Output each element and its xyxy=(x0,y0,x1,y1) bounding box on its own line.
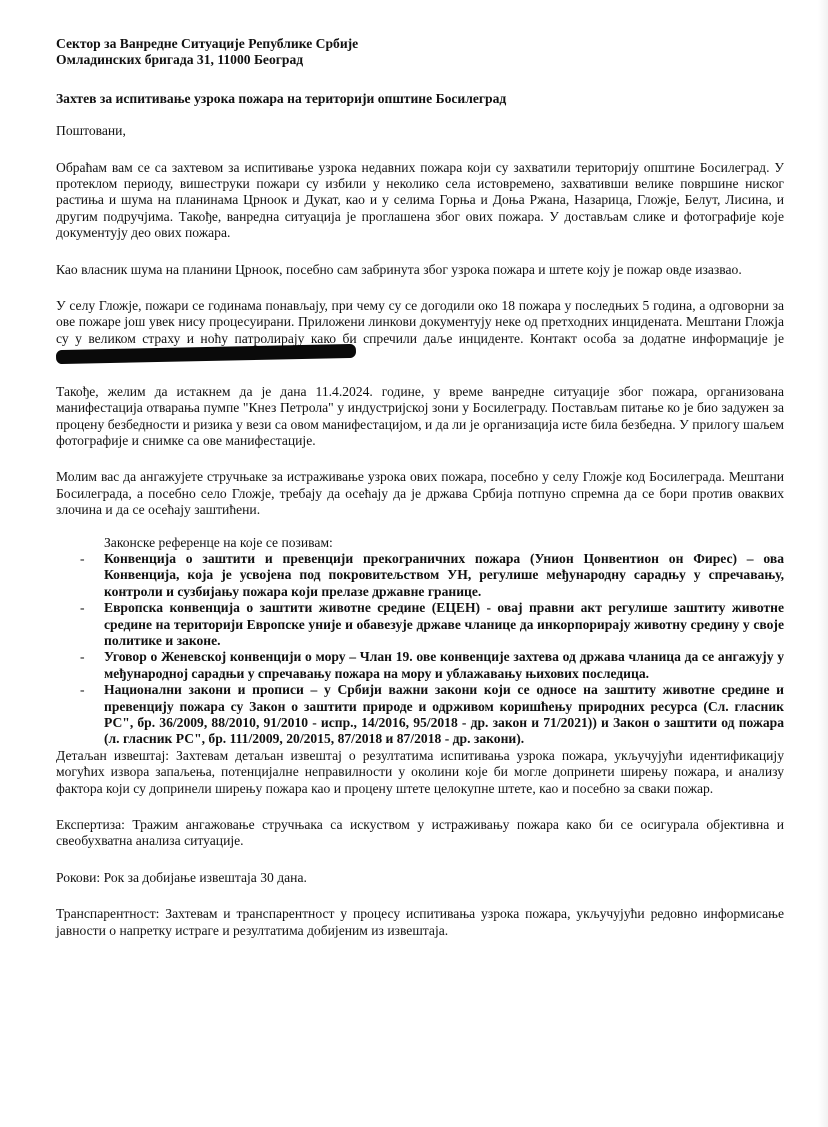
paragraph-glozje xyxy=(56,298,784,364)
reference-item xyxy=(80,649,784,682)
paragraph-intro: Обраћам вам се са захтевом за испитивање узрока недавних пожара који су захватили територију општине Босилеград. У протеклом периоду, вишеструки пожари су избили у неколико села истовремено, захвативши велике површине ниског растиња и шума на планинама Црноок и Дукат, као и у селима Горња и Доња Ржана, Назарица, Гложје, Белут, Лисина, и другим подручјима. Такође, ванредна ситуација је проглашена због ових пожара. У достављам слике и фотографије које документују део ових пожара. xyxy=(56,159,784,241)
references-intro: Законске референце на које се позивам: xyxy=(104,534,333,550)
list-dash: - xyxy=(80,649,85,665)
references-list xyxy=(56,551,784,748)
paragraph-forest-owner: Као власник шума на планини Црноок, посебно сам забринута због узрока пожара и штете коју је пожар овде изазвао. xyxy=(56,261,742,277)
reference-text: Национални закони и прописи – у Србији важни закони који се односе на заштиту животне средине и превенцију пожара су Закон о заштити природе и одрживом коришћењу природних ресурса (Сл. гласник РС", бр. 36/2009, 88/2010, 91/2010 - испр., 14/2016, 95/2018 - др. закон и 71/2021)) и Закон о заштити од пожара (л. гласник РС", бр. 111/2009, 20/2015, 87/2018 и 87/2018 - др. закони). xyxy=(104,682,784,747)
glozje-text: У селу Гложје, пожари се годинама понављају, при чему су се догодили око 18 пожара у последњих 5 година, а одговорни за ове пожаре још увек нису процесуирани. Приложени линкови документују неке од претходних инцидената. Мештани Гложја су у великом страху и ноћу патролирају како би спречили даље инциденте. xyxy=(56,298,784,346)
page-edge-shadow xyxy=(818,0,828,1127)
reference-text: Европска конвенција о заштити животне средине (ЕЦЕН) - овај правни акт регулише заштиту животне средине на територији Европске уније и обавезује државе чланице да инкорпорирају животну средину у своје политике и законе. xyxy=(104,600,784,648)
list-dash: - xyxy=(80,600,85,616)
reference-text: Конвенција о заштити и превенцији прекограничних пожара (Унион Цонвентион он Фирес) – ова Конвенција, која је усвојена под покровитељством УН, регулише међународну сарадњу у спречавању, контроли и сузбијању пожара који прелазе државне границе. xyxy=(104,550,784,599)
recipient-street: Омладинских бригада 31, 11000 Београд xyxy=(56,52,304,68)
redacted-contact xyxy=(56,344,356,364)
contact-label: Контакт особа за додатне информације је xyxy=(529,330,784,346)
paragraph-request: Молим вас да ангажујете стручњаке за истраживање узрока ових пожара, посебно у селу Гложје код Босилеграда. Мештани Босилеграда, а посебно село Гложје, требају да осећају да је држава Србија потпуно спремна да се бори против оваквих злочина и да се осећају заштићени. xyxy=(56,469,784,518)
reference-item xyxy=(80,682,784,748)
reference-item xyxy=(80,600,784,649)
subject-line: Захтев за испитивање узрока пожара на територији општине Босилеград xyxy=(56,90,507,106)
reference-text: Уговор о Женевској конвенцији о мору – Члан 19. ове конвенције захтева од држава чланица да се ангажују у међународној сарадњи у спречавању пожара на мору и ублажавању њихових последица. xyxy=(104,649,784,681)
reference-item xyxy=(80,550,784,600)
list-dash: - xyxy=(80,682,85,698)
paragraph-transparency: Транспарентност: Захтевам и транспарентност у процесу испитивања узрока пожара, укључујући редовно информисање јавности о напретку истраге и резултатима добијеним из извештаја. xyxy=(56,906,784,938)
paragraph-event: Такође, желим да истакнем да је дана 11.4.2024. године, у време ванредне ситуације због пожара, организована манифестација отварања пумпе "Кнез Петрола" у индустријској зони у Босилеграду. Постављам питање ко је био задужен за процену безбедности и ризика у вези са овом манифестацијом, и да ли је организација исте била безбедна. У прилогу шаљем фотографије и снимке са ове манифестације. xyxy=(56,383,784,448)
recipient-name: Сектор за Ванредне Ситуације Републике Србије xyxy=(56,36,359,51)
paragraph-deadline: Рокови: Рок за добијање извештаја 30 дана. xyxy=(56,869,307,885)
paragraph-expertise: Експертиза: Тражим ангажовање стручњака са искуством у истраживању пожара како би се осигурала објективна и свеобухватна анализа ситуације. xyxy=(56,817,784,849)
paragraph-detailed-report: Детаљан извештај: Захтевам детаљан извештај о резултатима испитивања узрока пожара, укључујући идентификацију могућих извора запаљења, потенцијалне неправилности у околини које би могле допринети ширењу пожара, и анализу фактора који су допринели ширењу пожара као и процену штете целокупне штете, као и посебно за сваки пожар. xyxy=(56,747,784,796)
recipient-address xyxy=(56,36,784,69)
list-dash: - xyxy=(80,550,85,566)
greeting: Поштовани, xyxy=(56,123,126,139)
